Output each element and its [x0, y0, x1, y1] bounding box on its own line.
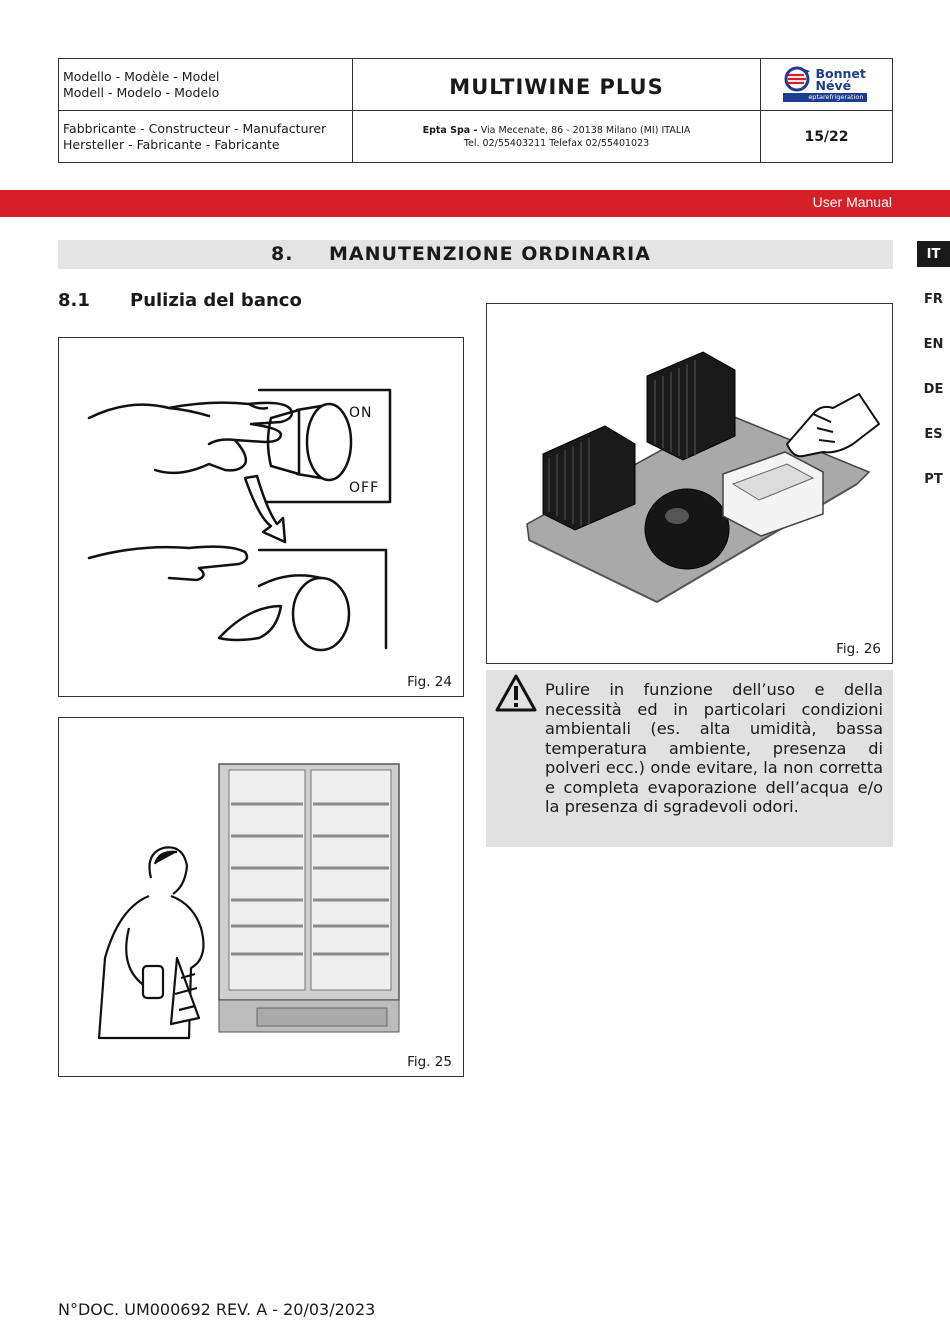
lang-tab-de[interactable]: DE: [923, 381, 944, 397]
logo-mark-icon: [782, 65, 816, 93]
condensing-unit-illustration: [487, 304, 893, 634]
lang-tab-en[interactable]: EN: [923, 336, 944, 352]
figure-26: [486, 303, 893, 664]
page-number: 15/22: [804, 129, 849, 145]
manufacturer-label-line-2: Hersteller - Fabricante - Fabricante: [63, 137, 280, 152]
section-title: MANUTENZIONE ORDINARIA: [329, 243, 651, 265]
cleaning-cabinet-illustration: [59, 718, 464, 1048]
user-manual-band: [0, 190, 950, 217]
lang-tab-it[interactable]: IT: [917, 241, 950, 267]
lang-tab-pt[interactable]: PT: [924, 471, 943, 487]
lang-tab-es[interactable]: ES: [924, 426, 943, 442]
figure-24-caption: Fig. 24: [407, 674, 452, 690]
manufacturer-label-line-1: Fabbricante - Constructeur - Manufacturer: [63, 121, 327, 136]
warning-box: [486, 670, 893, 847]
model-label-cell: [59, 59, 353, 111]
company-address: Via Mecenate, 86 - 20138 Milano (MI) ITALIA: [480, 125, 691, 136]
figure-24: [58, 337, 464, 697]
model-label-line-1: Modello - Modèle - Model: [63, 69, 220, 84]
figure-25: [58, 717, 464, 1077]
document-header: [58, 58, 893, 163]
manufacturer-label-cell: [59, 111, 353, 163]
switch-off-label: OFF: [349, 480, 380, 496]
company-info: [353, 111, 761, 163]
section-heading: [58, 240, 893, 269]
bonnet-neve-logo: [782, 65, 872, 105]
company-name: Epta Spa -: [422, 125, 481, 136]
band-label: User Manual: [812, 194, 892, 210]
model-label-line-2: Modell - Modelo - Modelo: [63, 85, 220, 100]
subsection-number: 8.1: [58, 290, 90, 311]
lang-tab-fr[interactable]: FR: [924, 291, 943, 307]
document-reference: N°DOC. UM000692 REV. A - 20/03/2023: [58, 1300, 376, 1319]
warning-triangle-icon: [494, 673, 538, 713]
warning-text: Pulire in funzione dell’uso e della necessità ed in particolari condizioni ambientali (es. alta umidità, bassa temperatura ambiente, presenza di polveri ecc.) onde evitare, la non corretta e completa evaporazione dell’acqua e/o la presenza di sgradevoli odori.: [545, 680, 883, 816]
switch-off-illustration: [59, 338, 464, 668]
brand-line-2: Névé: [815, 77, 852, 93]
switch-on-label: ON: [349, 405, 373, 421]
figure-25-caption: Fig. 25: [407, 1054, 452, 1070]
brand-sub: eptarefrigeration: [783, 93, 867, 102]
subsection-title: Pulizia del banco: [130, 290, 302, 311]
brand-logo-cell: [761, 59, 892, 111]
company-contact: Tel. 02/55403211 Telefax 02/55401023: [463, 137, 650, 149]
product-name: MULTIWINE PLUS: [353, 59, 761, 111]
section-number: 8.: [271, 243, 294, 265]
figure-26-caption: Fig. 26: [836, 641, 881, 657]
brand-line-1: Bonnet: [815, 65, 866, 81]
